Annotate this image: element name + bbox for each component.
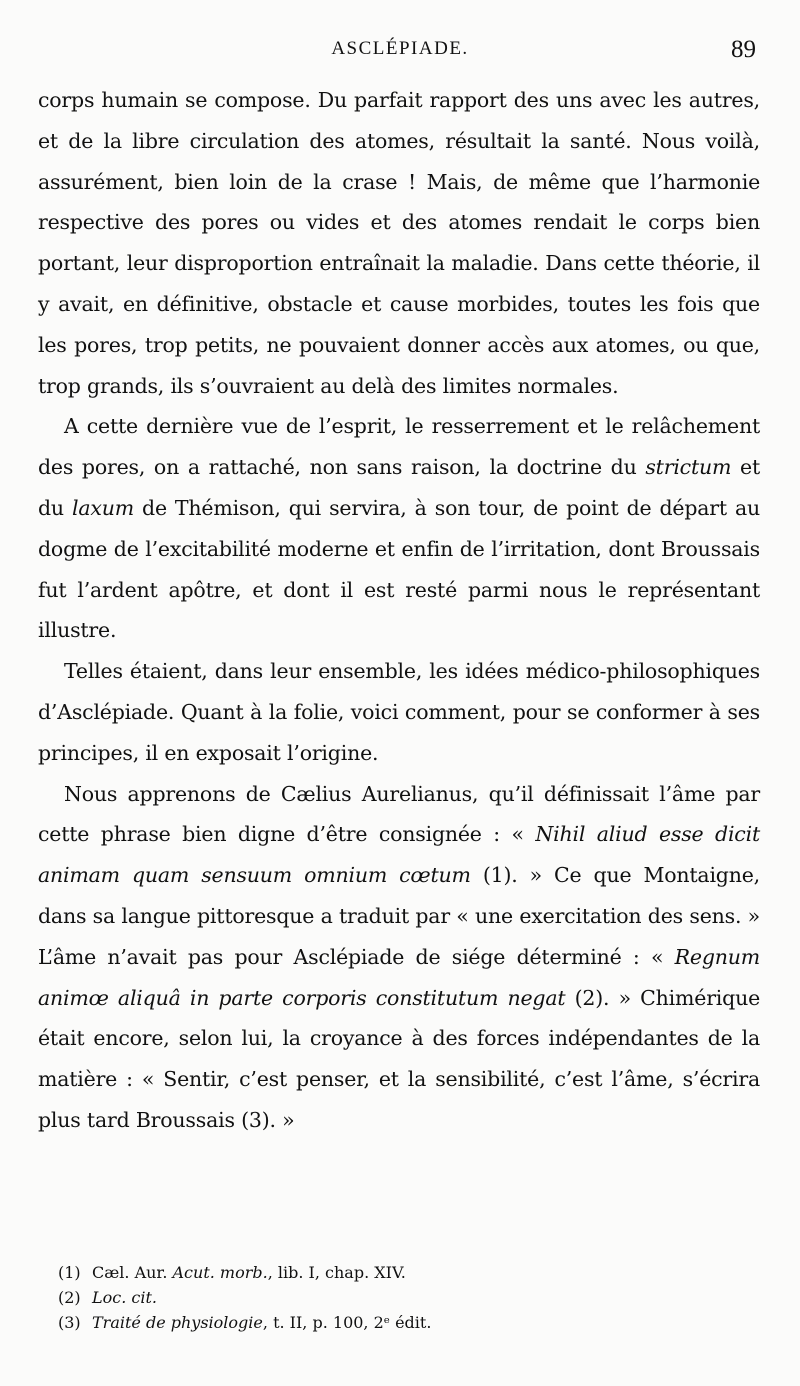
footnote <box>58 1285 758 1310</box>
latin-quote: Nihil aliud esse dicit animam quam sensuum omnium cœtum <box>38 822 760 888</box>
italic-term: laxum <box>71 495 134 520</box>
footnote-number: (3) <box>58 1313 81 1332</box>
footnote-text: , lib. I, chap. XIV. <box>267 1263 406 1282</box>
paragraph-text: et du <box>38 455 760 520</box>
paragraph <box>38 651 760 773</box>
paragraph-text: Nous apprenons de Cælius Aurelianus, qu’il définissait l’âme par cette phrase bien digne d’être consignée : « <box>38 781 760 847</box>
footnote-italic: Traité de physiologie <box>92 1313 263 1332</box>
footnote-text: Cæl. Aur. <box>92 1263 173 1282</box>
paragraph <box>38 80 760 406</box>
paragraph-text: Telles étaient, dans leur ensemble, les idées médico-philosophiques d’Asclépiade. Quant à la folie, voici comment, pour se conformer à ses principes, il en exposait l’origine. <box>38 659 760 765</box>
paragraph-text: (2). » Chimérique était encore, selon lui, la croyance à des forces indépendantes de la matière : « Sentir, c’est penser, et la sensibilité, c’est l’âme, s’écrira plus tard Broussais (3). » <box>38 985 761 1132</box>
paragraph-text: A cette dernière vue de l’esprit, le resserrement et le relâchement des pores, on a rattaché, non sans raison, la doctrine du <box>38 414 760 480</box>
paragraph <box>38 406 760 651</box>
footnote-number: (2) <box>58 1288 81 1307</box>
italic-term: strictum <box>645 455 732 480</box>
running-title: ASCLÉPIADE. <box>331 38 469 59</box>
footnote <box>58 1310 758 1335</box>
body-text <box>38 80 760 1141</box>
paragraph-text: de Thémison, qui servira, à son tour, de point de départ au dogme de l’excitabilité moderne et enfin de l’irritation, dont Broussais fut l’ardent apôtre, et dont il est resté parmi nous le représentant illustre. <box>38 495 760 643</box>
page-number: 89 <box>731 36 756 63</box>
paragraph <box>38 774 760 1141</box>
footnote <box>58 1260 758 1285</box>
latin-quote: Regnum animœ aliquâ in parte corporis constitutum negat <box>38 944 760 1010</box>
footnote-number: (1) <box>58 1263 81 1282</box>
paragraph-text: corps humain se compose. Du parfait rapport des uns avec les autres, et de la libre circulation des atomes, résultait la santé. Nous voilà, assurément, bien loin de la crase ! Mais, de même que l’harmonie respective des pores ou vides et des atomes rendait le corps bien portant, leur disproportion entraînait la maladie. Dans cette théorie, il y avait, en définitive, obstacle et cause morbides, toutes les fois que les pores, trop petits, ne pouvaient donner accès aux atomes, ou que, trop grands, ils s’ouvraient au delà des limites normales. <box>38 88 760 398</box>
paragraph-text: (1). » Ce que Montaigne, dans sa langue pittoresque a traduit par « une exercitation des sens. » L’âme n’avait pas pour Asclépiade de siége déterminé : « <box>38 863 760 969</box>
footnote-italic: Acut. morb. <box>172 1263 268 1282</box>
running-head <box>0 36 800 66</box>
footnote-italic: Loc. cit. <box>92 1288 157 1307</box>
footnote-text: , t. II, p. 100, 2ᵉ édit. <box>262 1313 432 1332</box>
footnotes <box>58 1260 758 1335</box>
